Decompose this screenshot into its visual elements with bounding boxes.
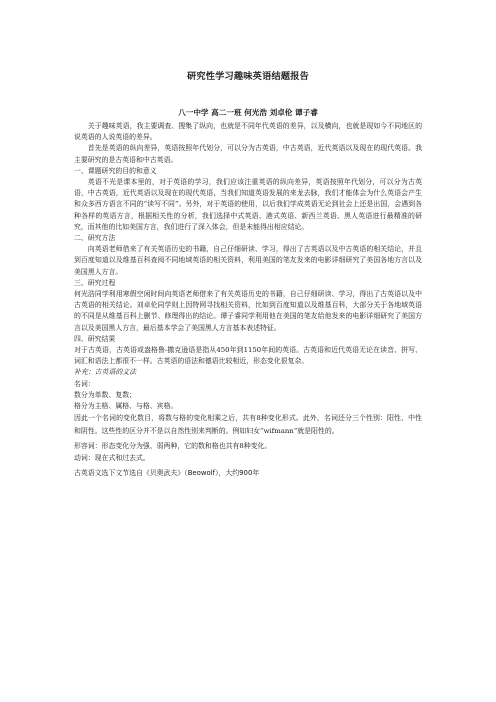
intro-paragraph-1: 关于趣味英语，我主要调查、搜集了纵向，也就是不同年代英语的差异，以及横向，也就是现如今不同地区的说英语的人说英语的差异。 xyxy=(74,122,422,142)
authors-line: 八一中学 高二一班 何光浩 刘卓伦 谭子睿 xyxy=(178,108,318,117)
noun-case-line: 格分为主格、属格、与格、宾格。 xyxy=(74,402,178,411)
results-paragraph: 对于古英语，古英语或盎格鲁-撒克逊语是指从450年到1150年间的英语。古英语和近代英语无论在读音、拼写、词汇和语法上都很不一样。古英语的语法和德语比较相近，形态变化很复杂。 xyxy=(74,346,422,366)
section-heading-results: 四、研究结果 xyxy=(74,334,116,343)
beowulf-excerpt-line: 古英语文选下文节选自《贝奥武夫》（Beowolf），大约900年 xyxy=(74,468,260,477)
section-heading-method: 二、研究方法 xyxy=(74,234,116,243)
adjective-line: 形容词：形态变化分为强、弱两种，它的数和格也共有8种变化。 xyxy=(74,442,272,451)
page-title: 研究性学习趣味英语结题报告 xyxy=(186,71,310,82)
section-heading-process: 三、研究过程 xyxy=(74,278,116,287)
noun-label: 名词： xyxy=(74,379,95,388)
grammar-note-italic: 补充：古英语的文法 xyxy=(74,368,137,377)
noun-number-line: 数分为单数、复数； xyxy=(74,390,137,399)
purpose-paragraph: 英语不光是课本里的，对于英语的学习，我们应该注重英语的纵向差异，英语按照年代划分，可以分为古英语，中古英语，近代英语以及现在的现代英语，当我们知道英语发展的来龙去脉，我们才能体会为什么英语会产生和众多西方语言不同的“读写不同”。另外，对于英语的使用，以后我们学成英语无论到社会上还是出国，会遇到各种各样的英语方言，根据相关性的分析，我们选择中式英语、港式英语、新西兰英语、黑人英语进行最精准的研究，而其他的比如美国方言，我们进行了深入体会，但是未能得出相应结论。 xyxy=(74,178,422,231)
method-paragraph: 向英语老师借来了有关英语历史的书籍，自己仔细研读、学习，得出了古英语以及中古英语的相关结论，并且到百度知道以及维基百科查阅不同地域英语的相关资料，利用美国的笔友发来的电影详细研究了美国各地方言以及美国黑人方言。 xyxy=(74,245,422,276)
intro-paragraph-2: 首先是英语的纵向差异，英语按照年代划分，可以分为古英语，中古英语，近代英语以及现在的现代英语。我主要研究的是古英语和中古英语。 xyxy=(74,144,422,164)
section-heading-purpose: 一、课题研究的目的和意义 xyxy=(74,166,157,175)
process-paragraph: 何光浩同学利用寒假空闲时间向英语老师借来了有关英语历史的书籍，自己仔细研读、学习，得出了古英语以及中古英语的相关结论。刘卓伦同学则上因特网寻找相关资料，比如到百度知道以及维基百科，大部分关于各地域英语的不同是从维基百科上删节、修理得出的结论。谭子睿同学利用他在美国的笔友给他发来的电影详细研究了美国方言以及美国黑人方言，最后基本学会了美国黑人方言基本表述特征。 xyxy=(74,290,422,332)
noun-forms-paragraph: 因此一个名词的变化数目，将数与格的变化相乘之后，共有8种变化形式。此外，名词还分三个性别：阳性、中性和阴性。这些性的区分并不是以自然性别来判断的。例如妇女“wifmann”就是阳性的。 xyxy=(74,414,422,435)
document-body xyxy=(74,68,422,479)
verb-line: 动词：现在式和过去式。 xyxy=(74,453,150,462)
